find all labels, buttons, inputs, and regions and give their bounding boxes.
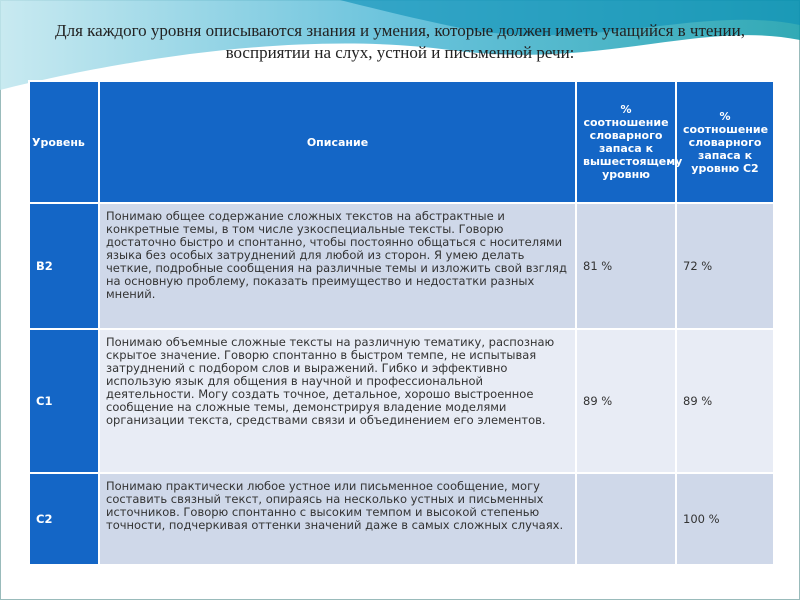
- to-next-cell: 89 %: [576, 329, 676, 473]
- table-row: [29, 473, 774, 565]
- level-cell: C2: [29, 473, 99, 565]
- level-cell: B2: [29, 203, 99, 329]
- header-to-c2: % соотношение словарного запаса к уровню С2: [676, 81, 774, 203]
- level-cell: C1: [29, 329, 99, 473]
- table-row: [29, 329, 774, 473]
- to-c2-cell: 89 %: [676, 329, 774, 473]
- to-next-cell: 81 %: [576, 203, 676, 329]
- header-to-next: % соотношение словарного запаса к вышестоящему уровню: [576, 81, 676, 203]
- description-cell: Понимаю общее содержание сложных текстов на абстрактные и конкретные темы, в том числе узкоспециальные тексты. Говорю достаточно быстро и спонтанно, чтобы постоянно общаться с носителями языка без особых затруднений для любой из сторон. Я умею делать четкие, подробные сообщения на различные темы и изложить свой взгляд на основную проблему, показать преимущество и недостатки разных мнений.: [99, 203, 576, 329]
- header-row: [29, 81, 774, 203]
- description-cell: Понимаю практически любое устное или письменное сообщение, могу составить связный текст, опираясь на несколько устных и письменных источников. Говорю спонтанно с высоким темпом и высокой степенью точности, подчеркивая оттенки значений даже в самых сложных случаях.: [99, 473, 576, 565]
- to-c2-cell: 100 %: [676, 473, 774, 565]
- description-cell: Понимаю объемные сложные тексты на различную тематику, распознаю скрытое значение. Говорю спонтанно в быстром темпе, не испытывая затруднений с подбором слов и выражений. Гибко и эффективно использую язык для общения в научной и профессиональной деятельности. Могу создать точное, детальное, хорошо выстроенное сообщение на сложные темы, демонстрируя владение моделями организации текста, средствами связи и объединением его элементов.: [99, 329, 576, 473]
- to-c2-cell: 72 %: [676, 203, 774, 329]
- levels-table: [28, 80, 775, 566]
- header-description: Описание: [99, 81, 576, 203]
- to-next-cell: [576, 473, 676, 565]
- slide-title: Для каждого уровня описываются знания и умения, которые должен иметь учащийся в чтении, восприятии на слух, устной и письменной речи:: [55, 21, 745, 62]
- table-row: [29, 203, 774, 329]
- header-level: Уровень: [29, 81, 99, 203]
